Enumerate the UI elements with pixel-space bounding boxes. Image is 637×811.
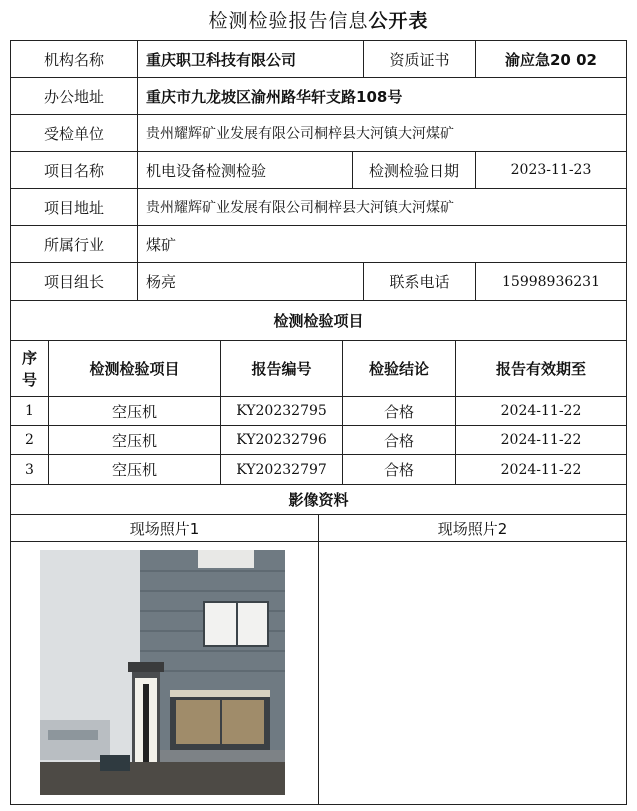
row-item: 空压机 [48,396,221,426]
page-title: 检测检验报告信息公开表 [208,10,429,32]
row-report-no: KY20232796 [220,425,343,455]
industry-value: 煤矿 [137,225,627,263]
phone-label: 联系电话 [363,262,476,301]
row-item: 空压机 [48,454,221,485]
photo2-label: 现场照片2 [318,514,627,542]
items-section-title: 检测检验项目 [10,300,627,341]
row-valid-until: 2024-11-22 [455,396,627,426]
row-conclusion: 合格 [342,454,456,485]
date-label: 检测检验日期 [352,151,476,189]
site-value: 贵州耀辉矿业发展有限公司桐梓县大河镇大河煤矿 [137,188,627,226]
header-conclusion: 检验结论 [342,340,456,397]
phone-value: 15998936231 [475,262,627,301]
row-valid-until: 2024-11-22 [455,454,627,485]
images-section-title: 影像资料 [10,484,627,515]
row-conclusion: 合格 [342,396,456,426]
row-seq: 2 [10,425,49,455]
row-valid-until: 2024-11-22 [455,425,627,455]
date-value: 2023-11-23 [475,151,627,189]
client-label: 受检单位 [10,114,138,152]
header-report-no: 报告编号 [220,340,343,397]
leader-label: 项目组长 [10,262,138,301]
industry-label: 所属行业 [10,225,138,263]
site-photo-1 [40,550,285,795]
org-value: 重庆职卫科技有限公司 [137,40,364,78]
row-seq: 3 [10,454,49,485]
row-seq: 1 [10,396,49,426]
org-label: 机构名称 [10,40,138,78]
header-item: 检测检验项目 [48,340,221,397]
photo1-label: 现场照片1 [10,514,319,542]
project-value: 机电设备检测检验 [137,151,353,189]
client-value: 贵州耀辉矿业发展有限公司桐梓县大河镇大河煤矿 [137,114,627,152]
report-sheet [10,40,627,805]
row-report-no: KY20232797 [220,454,343,485]
cert-value: 渝应急20 02 [475,40,627,78]
site-label: 项目地址 [10,188,138,226]
photo2-cell [318,541,627,805]
address-label: 办公地址 [10,77,138,115]
header-seq: 序号 [10,340,49,397]
row-report-no: KY20232795 [220,396,343,426]
row-item: 空压机 [48,425,221,455]
header-valid-until: 报告有效期至 [455,340,627,397]
leader-value: 杨亮 [137,262,364,301]
site-photo-illustration [40,550,285,795]
project-label: 项目名称 [10,151,138,189]
cert-label: 资质证书 [363,40,476,78]
row-conclusion: 合格 [342,425,456,455]
address-value: 重庆市九龙坡区渝州路华轩支路108号 [137,77,627,115]
